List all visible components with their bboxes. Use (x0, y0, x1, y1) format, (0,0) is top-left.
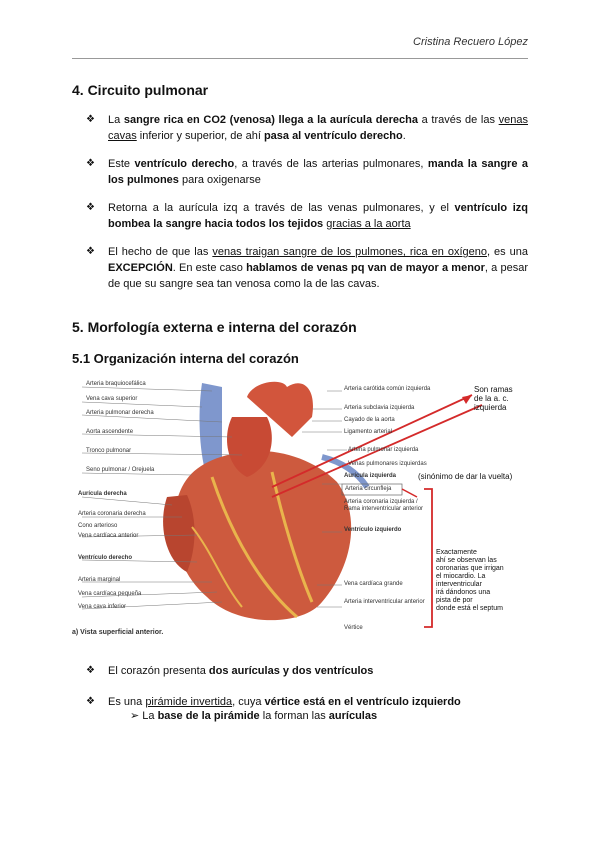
figure-label: Arteria circunfleja (345, 486, 392, 492)
figure-label: Arteria pulmonar izquierda (348, 447, 419, 453)
paragraph: Este ventrículo derecho, a través de las arterias pulmonares, manda la sangre a los pulmones para oxigenarse (108, 158, 528, 186)
sub-list-item: ➢ La base de la pirámide la forman las aurículas (130, 710, 378, 722)
figure-label: Vena cardíaca anterior (78, 533, 139, 539)
list-item (86, 112, 528, 144)
header-author: Cristina Recuero López (413, 36, 528, 48)
section-5-title: 5. Morfología externa e interna del corazón (72, 319, 357, 335)
figure-label: Vértice (344, 625, 363, 631)
subsection-title: 5.1 Organización interna del corazón (72, 351, 299, 366)
figure-label: Aurícula derecha (78, 491, 127, 497)
figure-label: Vena cardíaca pequeña (78, 591, 142, 597)
bullet-icon: ❖ (86, 696, 95, 707)
list-item (86, 663, 528, 679)
figure-label: Ventrículo derecho (78, 555, 133, 561)
section-4-title: 4. Circuito pulmonar (72, 82, 209, 98)
annotation-top: Son ramas de la a. c. izquierda (474, 385, 513, 412)
figure-caption: a) Vista superficial anterior. (72, 629, 164, 636)
arrow-bullet-icon: ➢ (130, 710, 140, 722)
bullet-icon: ❖ (86, 665, 95, 676)
figure-label: Seno pulmonar / Orejuela (86, 467, 155, 473)
figure-label: Arteria braquiocefálica (86, 381, 146, 387)
paragraph: Es una pirámide invertida, cuya vértice está en el ventrículo izquierdo (108, 696, 461, 708)
figure-label: Arteria coronaria izquierda / Rama interventricular anterior (344, 499, 424, 512)
figure-label: Ligamento arterial (344, 429, 393, 435)
bullet-icon: ❖ (86, 114, 95, 125)
figure-label: Arteria carótida común izquierda (344, 386, 431, 392)
paragraph: La sangre rica en CO2 (venosa) llega a la aurícula derecha a través de las venas cavas inferior y superior, de ahí pasa al ventrículo derecho. (108, 114, 528, 142)
list-item (86, 156, 528, 188)
figure-label: Vena cava inferior (78, 604, 127, 610)
figure-label: Arteria marginal (78, 577, 121, 583)
figure-label: Venas pulmonares izquierdas (348, 461, 427, 467)
figure-label: Arteria coronaria derecha (78, 511, 146, 517)
figure-label: Arteria interventricular anterior (344, 599, 425, 605)
figure-label: Tronco pulmonar (86, 448, 132, 454)
paragraph: El corazón presenta dos aurículas y dos ventrículos (108, 665, 374, 677)
figure-label: Vena cardíaca grande (344, 581, 403, 587)
bullet-icon: ❖ (86, 158, 95, 169)
figure-label: Aorta ascendente (86, 429, 134, 435)
list-item (86, 200, 528, 232)
heart-figure (72, 377, 528, 639)
list-item (86, 244, 528, 292)
figure-label: Cono arterioso (78, 523, 118, 529)
paragraph: El hecho de que las venas traigan sangre de los pulmones, rica en oxígeno, es una EXCEPCIÓN. En este caso hablamos de venas pq van de mayor a menor, a pesar de que su sangre sea tan venosa como la de las cavas. (108, 246, 528, 290)
bullet-icon: ❖ (86, 246, 95, 257)
figure-label: Ventrículo izquierdo (344, 527, 402, 533)
figure-label: Aurícula izquierda (344, 473, 397, 479)
figure-label: Vena cava superior (86, 396, 138, 402)
figure-label: Arteria subclavia izquierda (344, 405, 415, 411)
bullet-icon: ❖ (86, 202, 95, 213)
header-rule (72, 58, 528, 59)
figure-label: Arteria pulmonar derecha (86, 410, 154, 416)
annotation-box: Exactamente ahí se observan las coronarias que irrigan el miocardio. La interventricular irá dándonos una pista de por donde está el septum (436, 549, 504, 612)
paragraph: Retorna a la aurícula izq a través de las venas pulmonares, y el ventrículo izq bombea la sangre hacia todos los tejidos gracias a la aorta (108, 202, 528, 230)
figure-label: Cayado de la aorta (344, 417, 395, 423)
annotation-mid: (sinónimo de dar la vuelta) (418, 472, 513, 481)
